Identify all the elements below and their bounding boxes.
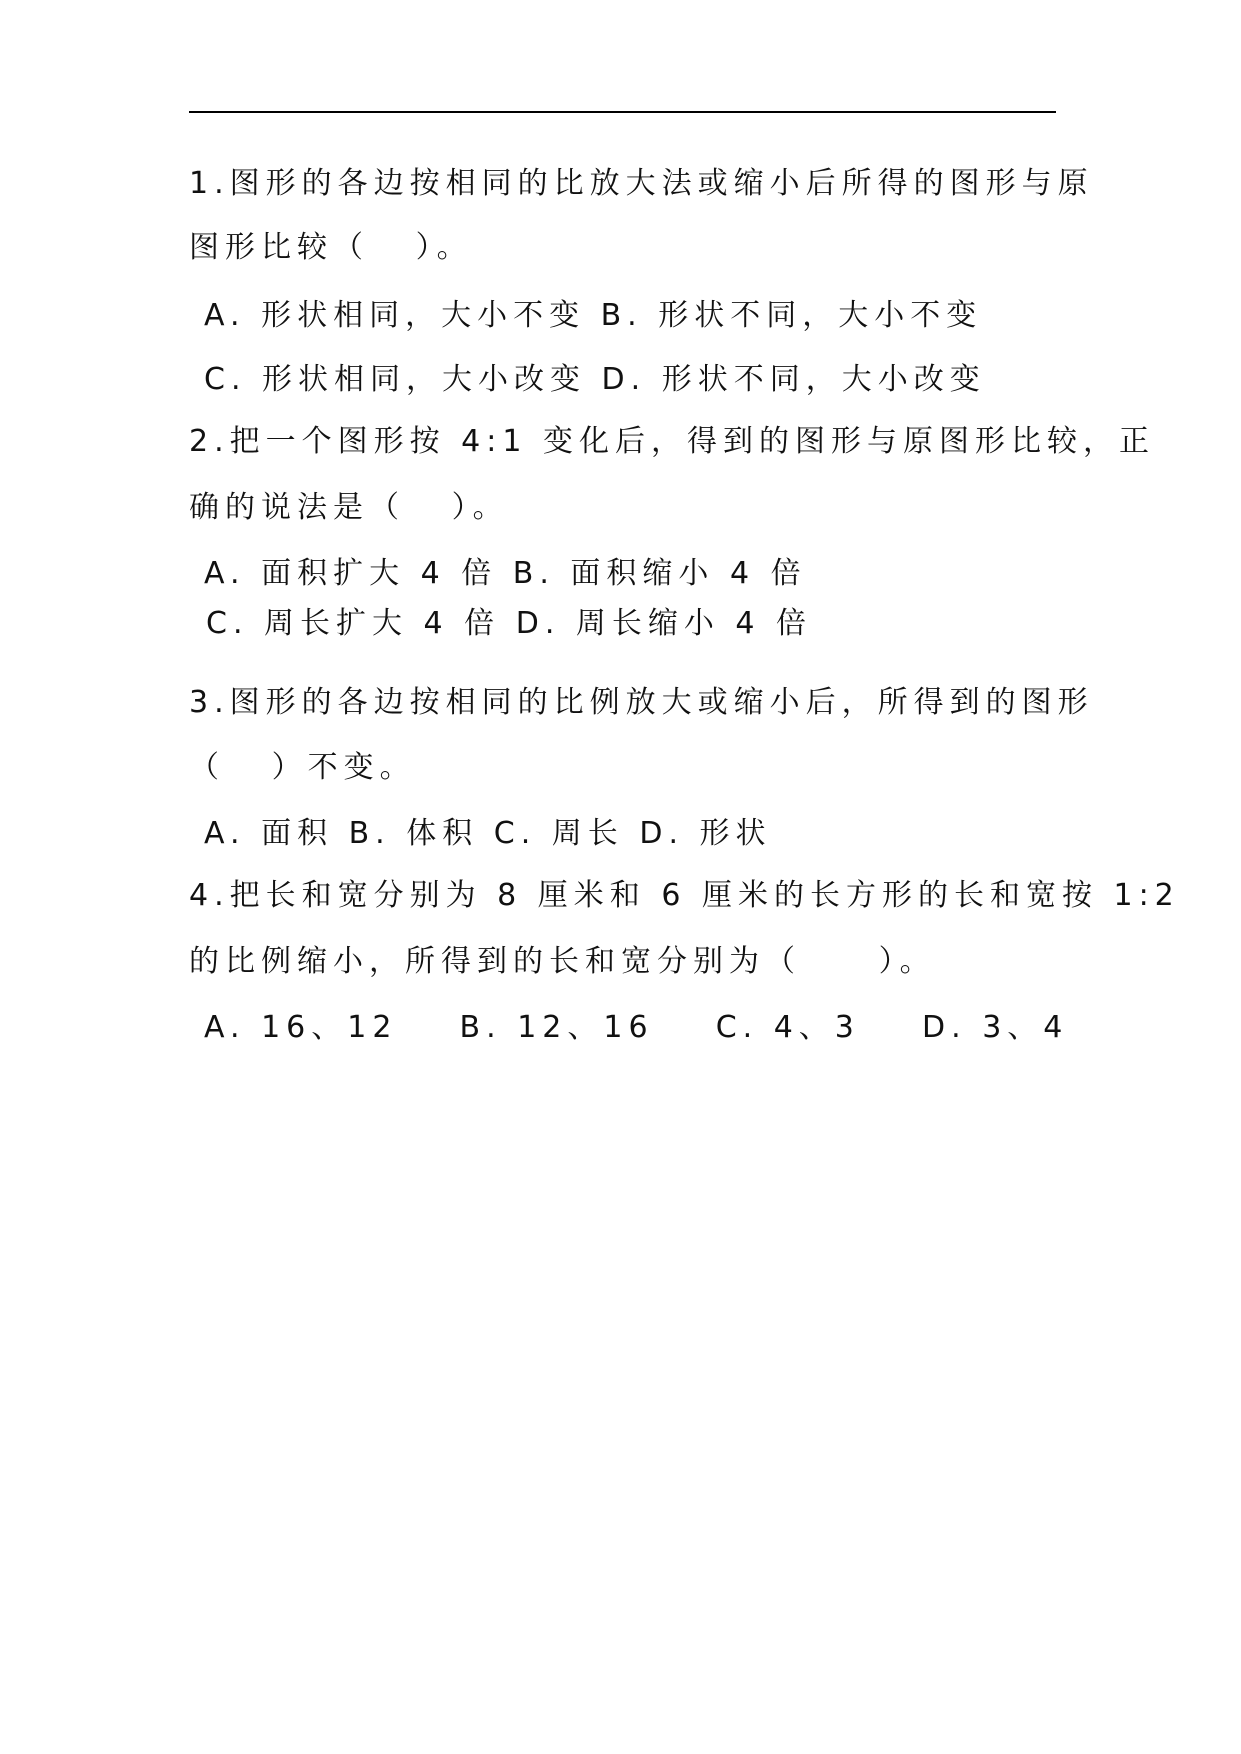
question-2-options-row-2: C. 周长扩大 4 倍 D. 周长缩小 4 倍 [206, 606, 813, 641]
question-3-line-1: 3.图形的各边按相同的比例放大或缩小后，所得到的图形 [189, 685, 1094, 720]
question-3-options-row-1: A. 面积 B. 体积 C. 周长 D. 形状 [204, 816, 772, 851]
question-4-options-row-1: A. 16、12 B. 12、16 C. 4、3 D. 3、4 [204, 1010, 1069, 1045]
question-1-options-row-1: A. 形状相同，大小不变 B. 形状不同，大小不变 [204, 298, 983, 333]
question-4-line-1: 4.把长和宽分别为 8 厘米和 6 厘米的长方形的长和宽按 1:2 [189, 878, 1180, 913]
question-2-line-2: 确的说法是（ ）。 [189, 490, 509, 525]
question-3-line-2: （ ）不变。 [189, 750, 416, 785]
question-1-line-1: 1.图形的各边按相同的比放大法或缩小后所得的图形与原 [189, 166, 1094, 201]
question-1-options-row-2: C. 形状相同，大小改变 D. 形状不同，大小改变 [204, 362, 986, 397]
question-2-options-row-1: A. 面积扩大 4 倍 B. 面积缩小 4 倍 [204, 556, 807, 591]
question-4-line-2: 的比例缩小，所得到的长和宽分别为（ ）。 [189, 944, 936, 979]
header-rule [189, 111, 1056, 113]
question-2-line-1: 2.把一个图形按 4:1 变化后，得到的图形与原图形比较，正 [189, 424, 1155, 459]
question-1-line-2: 图形比较（ ）。 [189, 230, 473, 265]
